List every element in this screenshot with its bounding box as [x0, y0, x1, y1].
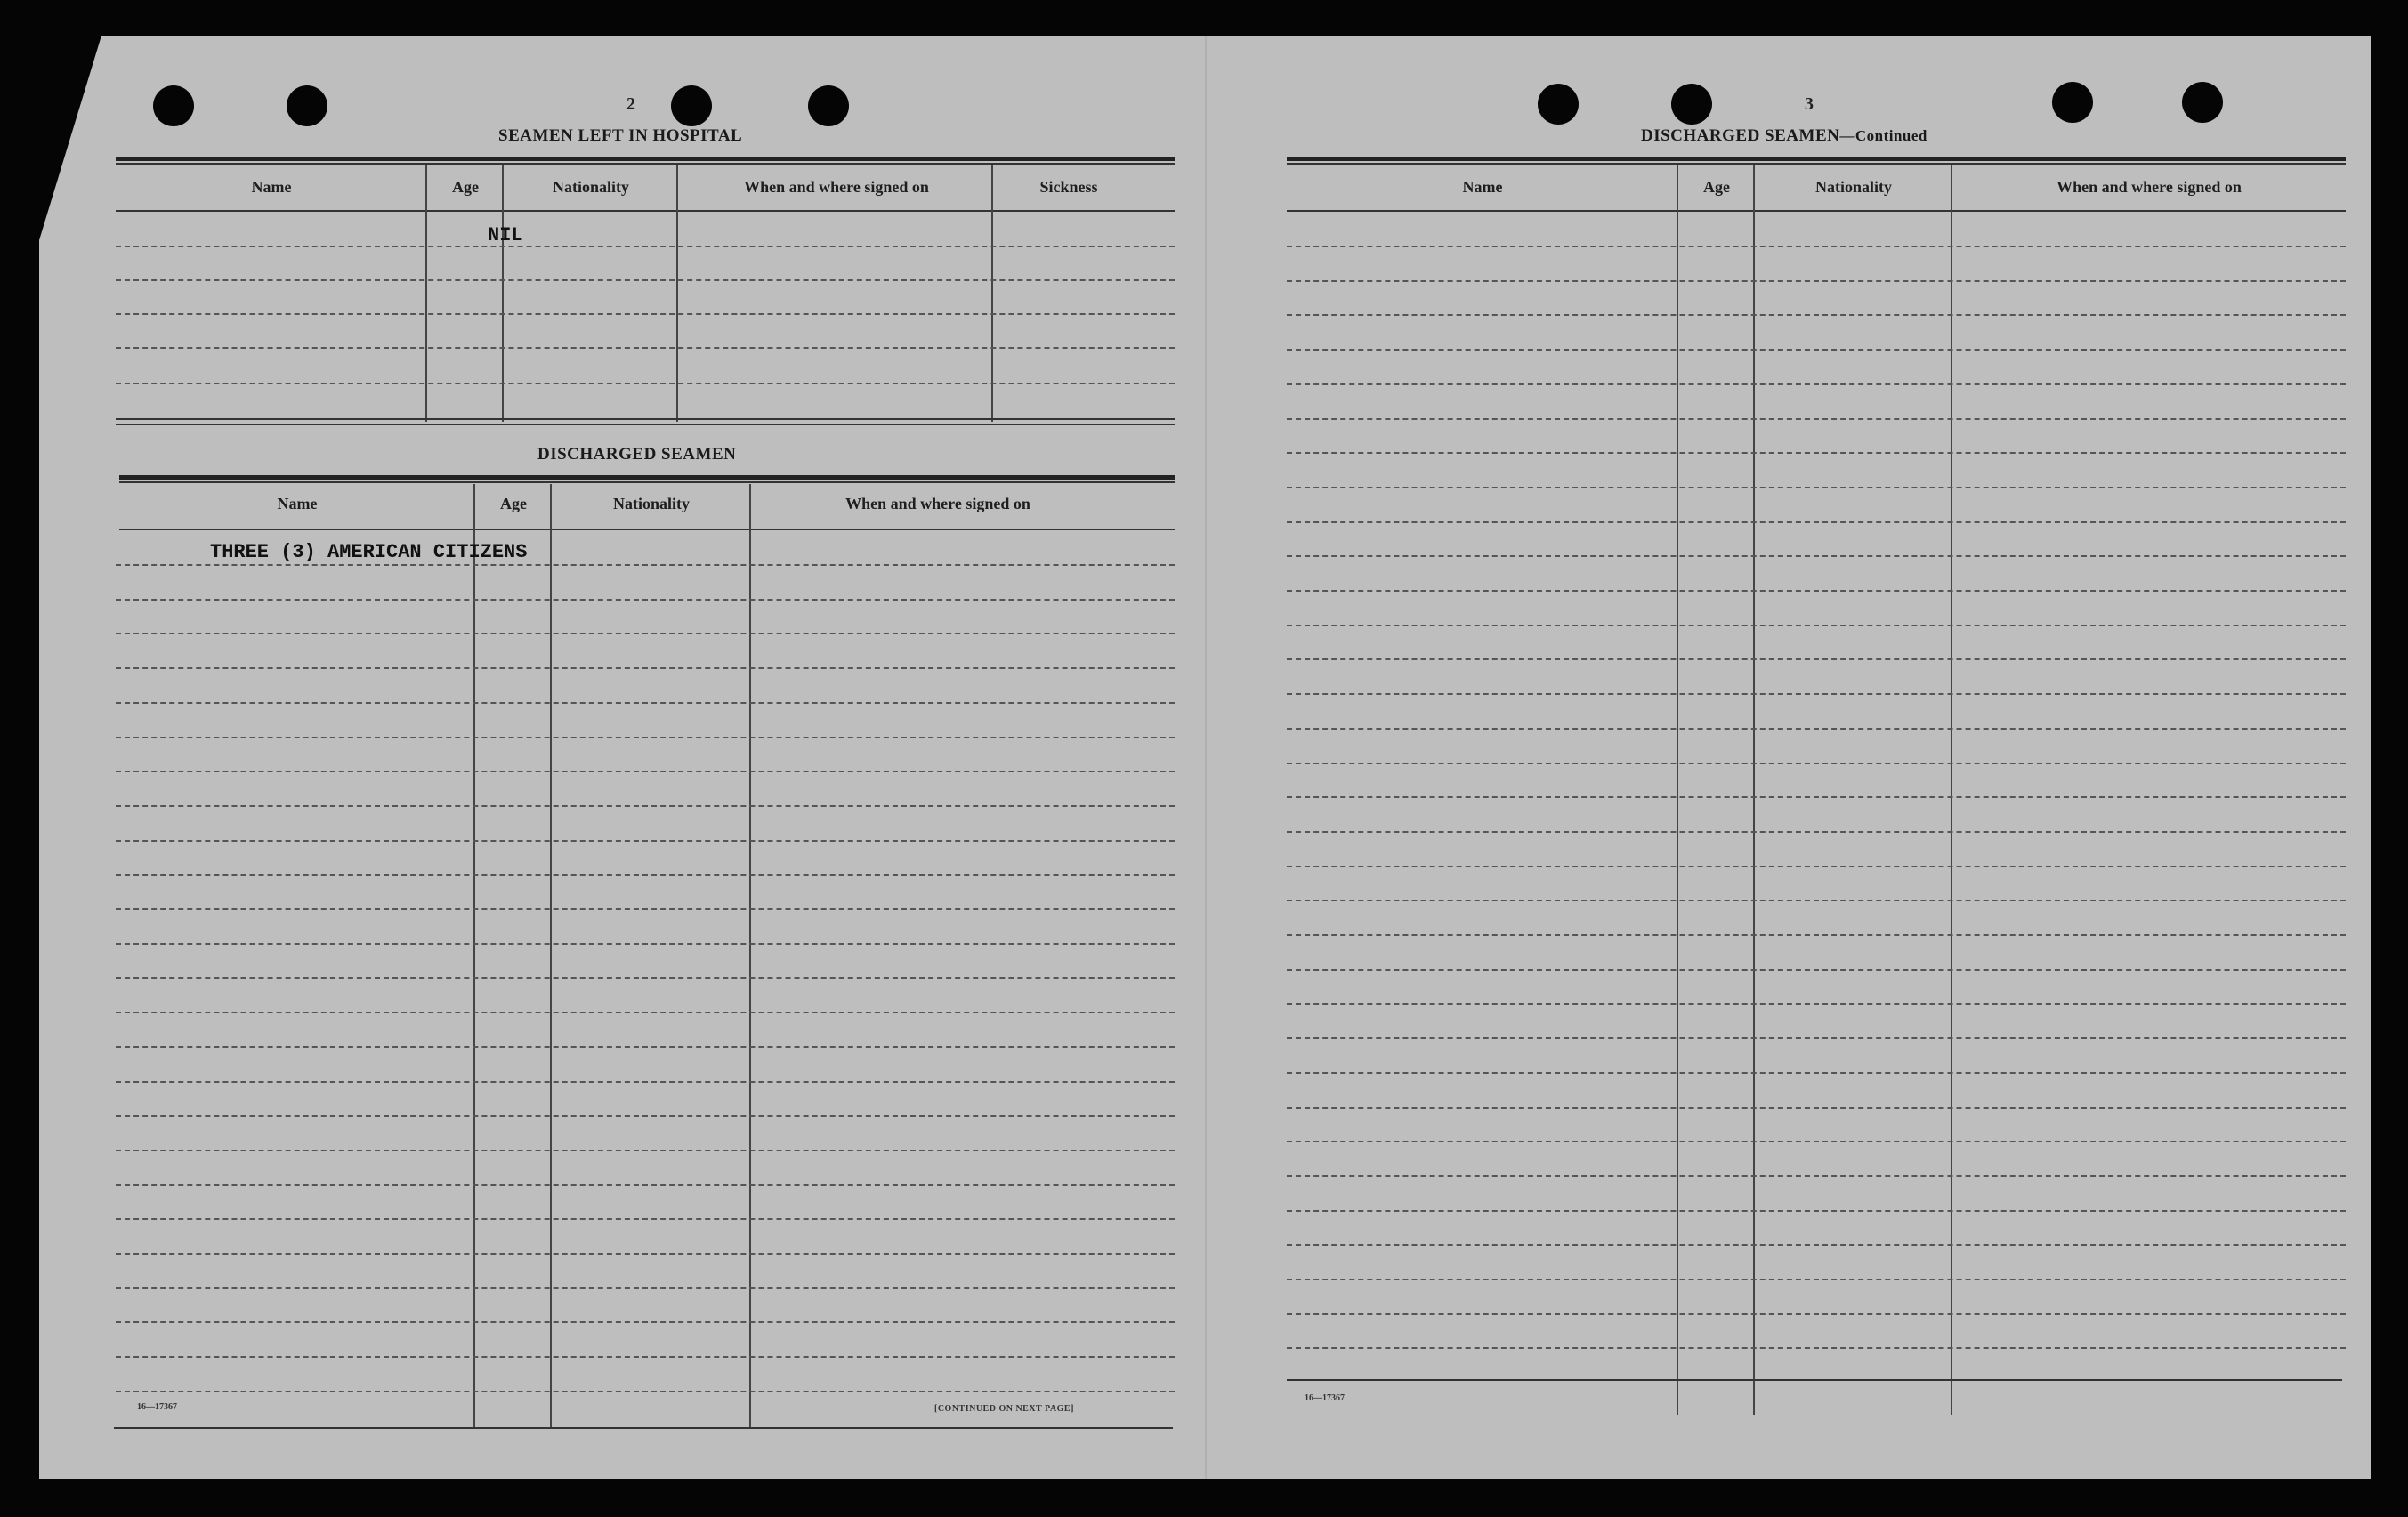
table-row-line — [116, 908, 1175, 910]
hospital-bottom-rule — [116, 418, 1175, 420]
table-row-line — [1287, 246, 2346, 247]
table-row-line — [116, 1321, 1175, 1323]
discharged-col-signed-on: When and where signed on — [845, 495, 1030, 512]
table-row-line — [116, 943, 1175, 945]
table-row-line — [116, 1150, 1175, 1151]
form-number-right: 16—17367 — [1305, 1393, 1345, 1403]
discharged-bottom-rule — [114, 1427, 1173, 1429]
hospital-row-line — [116, 279, 1175, 281]
hospital-row-line — [116, 383, 1175, 384]
table-row-line — [116, 1046, 1175, 1048]
discharged-col-nationality: Nationality — [612, 495, 690, 512]
discharged-section-title: DISCHARGED SEAMEN — [537, 445, 737, 464]
form-number-left: 16—17367 — [137, 1402, 177, 1412]
table-row-line — [116, 633, 1175, 634]
table-row-line — [1287, 1037, 2346, 1039]
discharged-col-divider — [749, 484, 751, 1427]
table-row-line — [1287, 1141, 2346, 1142]
table-row-line — [116, 1218, 1175, 1220]
hospital-header-rule — [116, 210, 1175, 212]
right-col-name: Name — [1462, 178, 1503, 196]
right-title-suffix: —Continued — [1839, 127, 1927, 144]
continued-note: [CONTINUED ON NEXT PAGE] — [934, 1404, 1074, 1414]
page-fold — [1205, 36, 1207, 1479]
table-row-line — [1287, 969, 2346, 971]
punch-hole — [2052, 82, 2093, 123]
discharged-col-age: Age — [500, 495, 527, 512]
right-col-age: Age — [1703, 178, 1730, 196]
punch-hole — [808, 85, 849, 126]
right-bottom-rule — [1287, 1379, 2342, 1381]
table-row-line — [1287, 728, 2346, 730]
punch-hole — [2182, 82, 2223, 123]
document-sheet — [39, 36, 2371, 1479]
table-row-line — [1287, 383, 2346, 385]
table-row-line — [116, 1115, 1175, 1117]
table-row-line — [1287, 900, 2346, 901]
hospital-top-rule-thin — [116, 163, 1175, 165]
table-row-line — [1287, 1313, 2346, 1315]
hospital-row-line — [116, 246, 1175, 247]
table-row-line — [1287, 314, 2346, 316]
table-row-line — [116, 874, 1175, 876]
table-row-line — [116, 702, 1175, 704]
discharged-entry: THREE (3) AMERICAN CITIZENS — [210, 541, 528, 563]
table-row-line — [1287, 693, 2346, 695]
hospital-section-title: SEAMEN LEFT IN HOSPITAL — [498, 126, 743, 145]
page-number-right: 3 — [1805, 94, 1814, 114]
hospital-col-sickness: Sickness — [1039, 178, 1098, 196]
hospital-col-nationality: Nationality — [552, 178, 629, 196]
table-row-line — [1287, 280, 2346, 282]
table-row-line — [116, 1253, 1175, 1255]
right-header-rule — [1287, 210, 2346, 212]
table-row-line — [116, 805, 1175, 807]
right-top-rule — [1287, 157, 2346, 161]
table-row-line — [116, 1391, 1175, 1392]
punch-hole — [1671, 84, 1712, 125]
table-row-line — [116, 667, 1175, 669]
hospital-col-signed-on: When and where signed on — [744, 178, 929, 196]
table-row-line — [1287, 831, 2346, 833]
table-row-line — [1287, 1244, 2346, 1246]
table-row-line — [116, 977, 1175, 979]
right-col-divider — [1753, 165, 1755, 1415]
right-col-signed-on: When and where signed on — [2056, 178, 2242, 196]
table-row-line — [116, 564, 1175, 566]
right-col-divider — [1677, 165, 1678, 1415]
table-row-line — [1287, 521, 2346, 523]
discharged-top-rule-thin — [119, 481, 1175, 483]
table-row-line — [1287, 1210, 2346, 1212]
hospital-bottom-rule — [116, 424, 1175, 425]
table-row-line — [1287, 1347, 2346, 1349]
table-row-line — [116, 599, 1175, 601]
hospital-row-line — [116, 313, 1175, 315]
sheet-corner-cut — [39, 36, 101, 240]
discharged-col-divider — [550, 484, 552, 1427]
discharged-top-rule — [119, 475, 1175, 480]
table-row-line — [1287, 1107, 2346, 1109]
table-row-line — [1287, 1072, 2346, 1074]
table-row-line — [116, 1184, 1175, 1186]
hospital-row-line — [116, 347, 1175, 349]
table-row-line — [1287, 658, 2346, 660]
table-row-line — [1287, 590, 2346, 592]
right-top-rule-thin — [1287, 163, 2346, 165]
table-row-line — [116, 840, 1175, 842]
table-row-line — [116, 1287, 1175, 1289]
table-row-line — [116, 1012, 1175, 1013]
right-col-nationality: Nationality — [1814, 178, 1892, 196]
table-row-line — [1287, 934, 2346, 936]
table-row-line — [1287, 555, 2346, 557]
table-row-line — [1287, 1279, 2346, 1280]
table-row-line — [116, 737, 1175, 738]
discharged-col-divider — [473, 484, 475, 1427]
punch-hole — [153, 85, 194, 126]
table-row-line — [116, 771, 1175, 772]
table-row-line — [1287, 487, 2346, 488]
table-row-line — [1287, 866, 2346, 867]
discharged-header-rule — [119, 529, 1175, 530]
hospital-col-name: Name — [251, 178, 292, 196]
table-row-line — [1287, 763, 2346, 764]
discharged-col-name: Name — [277, 495, 318, 512]
table-row-line — [1287, 625, 2346, 626]
hospital-top-rule — [116, 157, 1175, 161]
table-row-line — [1287, 1003, 2346, 1005]
hospital-entry: NIL — [488, 224, 523, 246]
table-row-line — [1287, 418, 2346, 420]
table-row-line — [1287, 1175, 2346, 1177]
right-section-title — [1641, 126, 1927, 146]
punch-hole — [671, 85, 712, 126]
hospital-col-age: Age — [452, 178, 479, 196]
table-row-line — [1287, 796, 2346, 798]
punch-hole — [287, 85, 327, 126]
table-row-line — [116, 1081, 1175, 1083]
table-row-line — [116, 1356, 1175, 1358]
right-title-main: DISCHARGED SEAMEN — [1641, 126, 1840, 145]
table-row-line — [1287, 349, 2346, 351]
punch-hole — [1538, 84, 1579, 125]
right-col-divider — [1951, 165, 1952, 1415]
page-number-left: 2 — [626, 94, 635, 114]
table-row-line — [1287, 452, 2346, 454]
